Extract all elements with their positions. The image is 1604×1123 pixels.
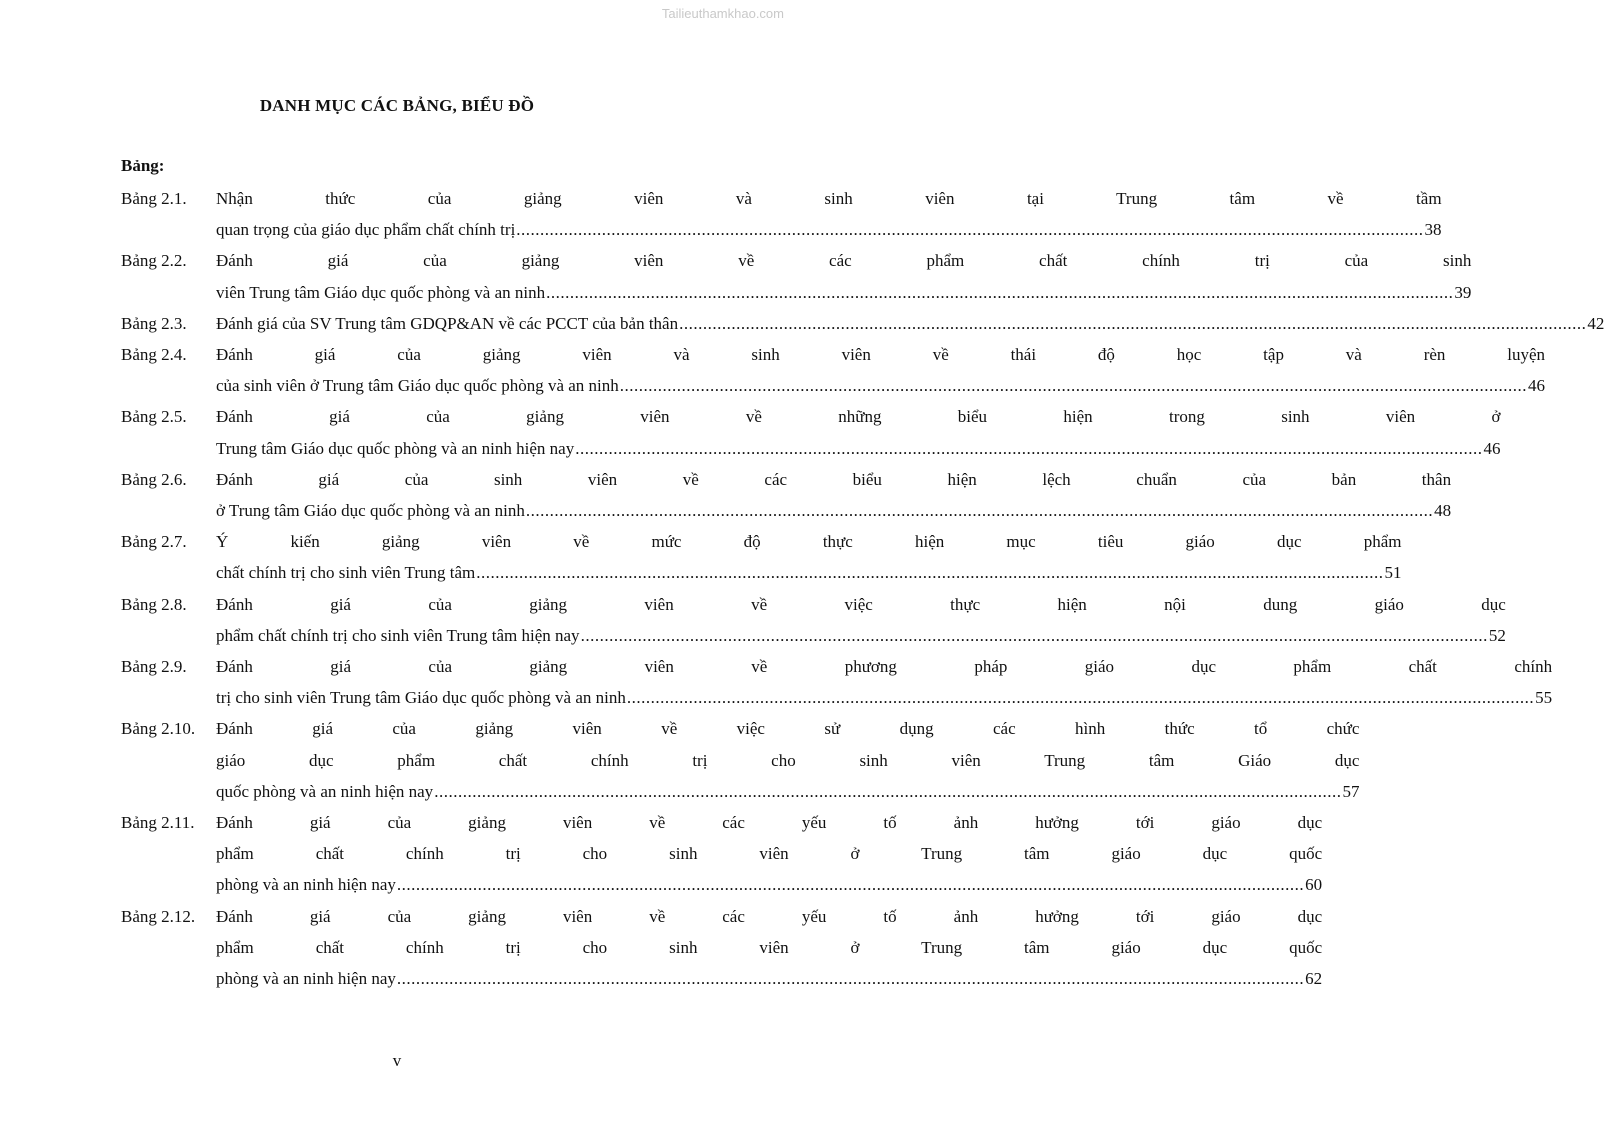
dot-leader bbox=[476, 557, 1383, 588]
toc-entry-line: Đánh giá của giảng viên về phương pháp giáo dục phẩm chất chính bbox=[216, 657, 1553, 677]
dot-leader bbox=[526, 495, 1433, 526]
toc-entry[interactable] bbox=[121, 401, 1501, 463]
toc-entry-title bbox=[216, 464, 1451, 526]
toc-entry-page: 48 bbox=[1434, 501, 1452, 521]
toc-entry-page: 60 bbox=[1305, 875, 1323, 895]
toc-entry-last-line bbox=[216, 308, 1604, 339]
toc-entry-page: 46 bbox=[1483, 438, 1501, 458]
toc-entry-line: giáo dục phẩm chất chính trị cho sinh viên Trung tâm Giáo dục bbox=[216, 750, 1360, 770]
toc-entry[interactable] bbox=[121, 651, 1553, 713]
toc-entry-number: Bảng 2.5. bbox=[121, 407, 187, 427]
toc-entry-page: 38 bbox=[1424, 220, 1442, 240]
toc-entry-page: 46 bbox=[1528, 376, 1546, 396]
toc-entry-number: Bảng 2.3. bbox=[121, 313, 187, 333]
toc-entry-line: Đánh giá của giảng viên về việc sử dụng các hình thức tổ chức bbox=[216, 719, 1360, 739]
table-of-contents bbox=[121, 183, 1604, 994]
toc-entry[interactable] bbox=[121, 464, 1452, 526]
toc-entry-title bbox=[216, 339, 1545, 401]
toc-entry-page: 57 bbox=[1342, 781, 1360, 801]
toc-entry-title bbox=[216, 589, 1506, 651]
toc-entry-line: phòng và an ninh hiện nay bbox=[216, 969, 396, 989]
toc-entry-line: quan trọng của giáo dục phẩm chất chính trị bbox=[216, 220, 516, 240]
toc-entry-page: 51 bbox=[1384, 563, 1402, 583]
toc-entry-line: Đánh giá của giảng viên về các yếu tố ảnh hưởng tới giáo dục bbox=[216, 813, 1323, 833]
toc-entry-page: 52 bbox=[1488, 625, 1506, 645]
toc-entry-number: Bảng 2.6. bbox=[121, 469, 187, 489]
dot-leader bbox=[620, 370, 1527, 401]
toc-entry[interactable] bbox=[121, 713, 1360, 807]
toc-entry-title bbox=[216, 807, 1322, 901]
watermark: Tailieuthamkhao.com bbox=[661, 6, 784, 21]
toc-entry-line: phẩm chất chính trị cho sinh viên ở Trung tâm giáo dục quốc bbox=[216, 937, 1323, 957]
dot-leader bbox=[516, 214, 1423, 245]
toc-entry-last-line bbox=[216, 776, 1359, 807]
toc-entry-number: Bảng 2.11. bbox=[121, 813, 195, 833]
toc-entry-title bbox=[216, 651, 1552, 713]
toc-entry-line: viên Trung tâm Giáo dục quốc phòng và an ninh bbox=[216, 282, 546, 302]
section-label: Bảng: bbox=[121, 156, 165, 175]
toc-entry-number: Bảng 2.8. bbox=[121, 594, 187, 614]
toc-entry-line: Đánh giá của sinh viên về các biểu hiện lệch chuẩn của bản thân bbox=[216, 469, 1452, 489]
toc-entry-line: Đánh giá của giảng viên về các phẩm chất chính trị của sinh bbox=[216, 251, 1472, 271]
dot-leader bbox=[397, 963, 1304, 994]
dot-leader bbox=[434, 776, 1341, 807]
toc-entry-line: của sinh viên ở Trung tâm Giáo dục quốc phòng và an ninh bbox=[216, 376, 619, 396]
dot-leader bbox=[581, 620, 1488, 651]
toc-entry[interactable] bbox=[121, 901, 1323, 995]
toc-entry-last-line bbox=[216, 433, 1500, 464]
toc-entry-line: chất chính trị cho sinh viên Trung tâm bbox=[216, 563, 476, 583]
toc-entry-title bbox=[216, 245, 1471, 307]
toc-entry-number: Bảng 2.7. bbox=[121, 532, 187, 552]
toc-entry-last-line bbox=[216, 214, 1442, 245]
toc-entry-page: 39 bbox=[1454, 282, 1472, 302]
toc-entry-number: Bảng 2.9. bbox=[121, 657, 187, 677]
dot-leader bbox=[397, 869, 1304, 900]
toc-entry-page: 55 bbox=[1535, 688, 1553, 708]
toc-entry-last-line bbox=[216, 557, 1401, 588]
dot-leader bbox=[546, 277, 1453, 308]
toc-entry-title bbox=[216, 526, 1401, 588]
toc-entry-number: Bảng 2.4. bbox=[121, 345, 187, 365]
toc-entry-line: Ý kiến giảng viên về mức độ thực hiện mục tiêu giáo dục phẩm bbox=[216, 532, 1402, 552]
toc-entry-line: phẩm chất chính trị cho sinh viên ở Trung tâm giáo dục quốc bbox=[216, 844, 1323, 864]
page-number: v bbox=[392, 1051, 402, 1070]
toc-entry-last-line bbox=[216, 963, 1322, 994]
toc-entry-page: 42 bbox=[1587, 313, 1604, 333]
toc-entry-line: Nhận thức của giảng viên và sinh viên tại Trung tâm về tầm bbox=[216, 189, 1442, 208]
toc-entry[interactable] bbox=[121, 589, 1506, 651]
toc-entry[interactable] bbox=[121, 807, 1323, 901]
toc-entry-line: ở Trung tâm Giáo dục quốc phòng và an ninh bbox=[216, 501, 525, 521]
toc-entry-line: Đánh giá của giảng viên về những biểu hiện trong sinh viên ở bbox=[216, 407, 1501, 427]
toc-entry-last-line bbox=[216, 370, 1545, 401]
toc-entry-last-line bbox=[216, 620, 1506, 651]
toc-entry-title bbox=[216, 901, 1322, 995]
toc-entry-title bbox=[216, 713, 1359, 807]
toc-entry-page: 62 bbox=[1305, 969, 1323, 989]
dot-leader bbox=[575, 433, 1482, 464]
toc-entry-line: Đánh giá của giảng viên và sinh viên về thái độ học tập và rèn luyện bbox=[216, 345, 1546, 365]
toc-entry[interactable] bbox=[121, 526, 1402, 588]
toc-entry-last-line bbox=[216, 495, 1451, 526]
page-title: DANH MỤC CÁC BẢNG, BIỂU ĐỒ bbox=[259, 96, 535, 115]
toc-entry-title bbox=[216, 183, 1442, 245]
toc-entry-last-line bbox=[216, 682, 1552, 713]
toc-entry-number: Bảng 2.12. bbox=[121, 906, 196, 926]
toc-entry-line: Đánh giá của giảng viên về các yếu tố ảnh hưởng tới giáo dục bbox=[216, 906, 1323, 926]
dot-leader bbox=[627, 682, 1534, 713]
toc-entry[interactable] bbox=[121, 339, 1546, 401]
toc-entry[interactable] bbox=[121, 183, 1442, 245]
toc-entry-title bbox=[216, 401, 1500, 463]
toc-entry-line: phẩm chất chính trị cho sinh viên Trung tâm hiện nay bbox=[216, 625, 580, 645]
dot-leader bbox=[679, 308, 1586, 339]
toc-entry-number: Bảng 2.1. bbox=[121, 189, 187, 208]
toc-entry-line: phòng và an ninh hiện nay bbox=[216, 875, 396, 895]
toc-entry-line: trị cho sinh viên Trung tâm Giáo dục quốc phòng và an ninh bbox=[216, 688, 626, 708]
toc-entry-last-line bbox=[216, 277, 1471, 308]
toc-entry-title bbox=[216, 308, 1604, 339]
toc-entry-line: Đánh giá của giảng viên về việc thực hiện nội dung giáo dục bbox=[216, 594, 1506, 614]
toc-entry-line: Trung tâm Giáo dục quốc phòng và an ninh hiện nay bbox=[216, 438, 575, 458]
toc-entry[interactable] bbox=[121, 245, 1472, 307]
toc-entry-last-line bbox=[216, 869, 1322, 900]
toc-entry-number: Bảng 2.2. bbox=[121, 251, 187, 271]
toc-entry[interactable] bbox=[121, 308, 1604, 339]
toc-entry-line: Đánh giá của SV Trung tâm GDQP&AN về các PCCT của bản thân bbox=[216, 313, 679, 333]
toc-entry-number: Bảng 2.10. bbox=[121, 719, 196, 739]
toc-entry-line: quốc phòng và an ninh hiện nay bbox=[216, 781, 434, 801]
